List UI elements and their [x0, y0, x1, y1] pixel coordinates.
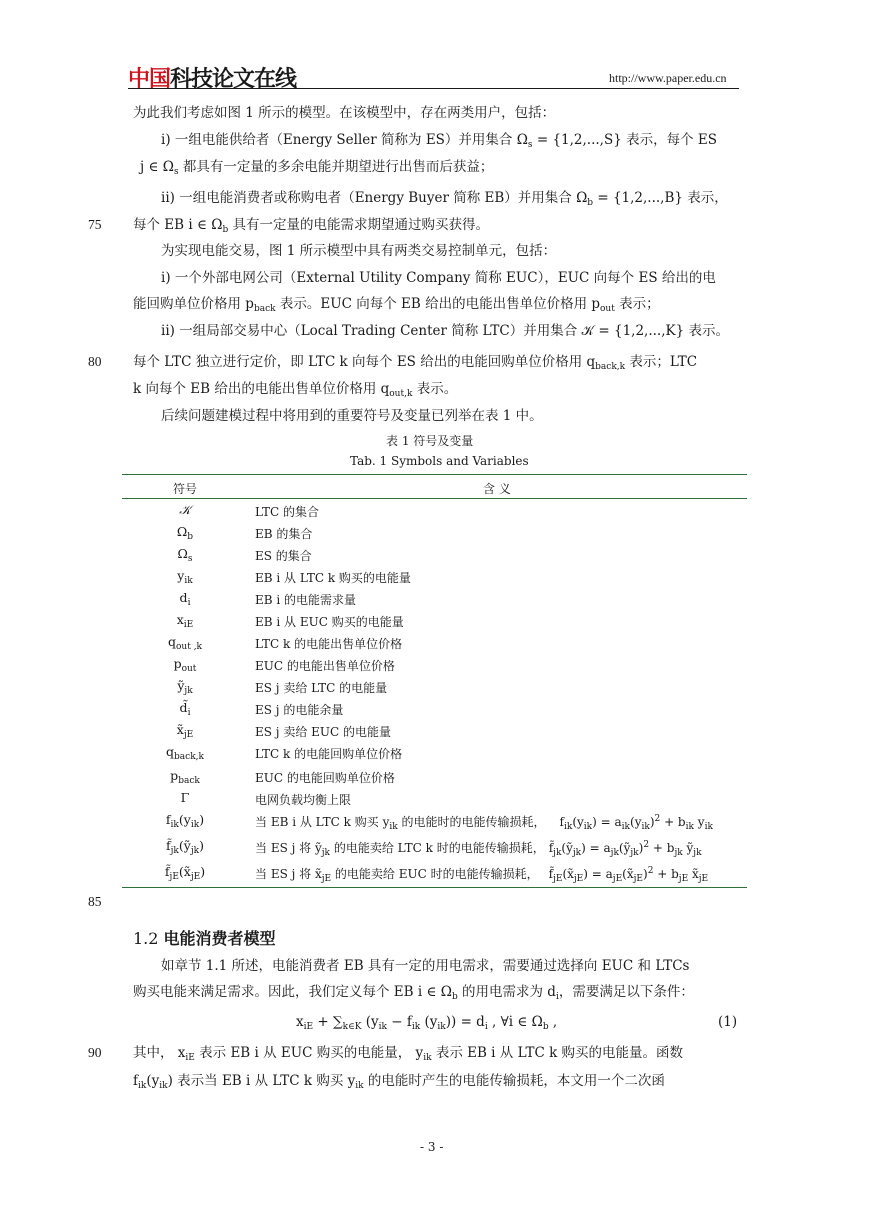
- t: ik: [704, 822, 713, 832]
- para2-item-ii-line1: ii) 一组局部交易中心（Local Trading Center 简称 LTC）并用集合 𝒦 = {1,2,...,K} 表示。: [161, 323, 729, 339]
- table-header-meaning: 含 义: [483, 482, 511, 496]
- sub: back,k: [595, 362, 626, 372]
- sub: out: [181, 664, 197, 674]
- t: (y: [178, 812, 191, 827]
- table-top-rule: [122, 474, 747, 475]
- t: 的电能时的电能传输损耗，: [397, 815, 546, 829]
- t: )) = d: [445, 1014, 485, 1030]
- meaning-cell: EUC 的电能出售单位价格: [255, 659, 395, 673]
- t: (y: [420, 1014, 438, 1030]
- sub: jE: [183, 730, 194, 740]
- sub: out: [600, 304, 615, 314]
- t: b: [542, 1022, 549, 1032]
- para3-line4: [133, 1072, 665, 1095]
- t: 其中， x: [133, 1045, 186, 1061]
- line-number-85: 85: [88, 894, 102, 909]
- sym: ỹ: [177, 678, 185, 693]
- t: (y: [630, 815, 642, 829]
- t: ): [638, 841, 644, 855]
- t: i: [555, 992, 559, 1002]
- t: (ỹ: [618, 841, 631, 855]
- para1-item-i-line1: [161, 131, 717, 154]
- t: 表示 EB i 从 LTC k 购买的电能量。函数: [431, 1045, 684, 1061]
- header-url[interactable]: http://www.paper.edu.cn: [609, 71, 727, 85]
- text: 表示；LTC: [625, 354, 698, 370]
- t: jk: [190, 846, 200, 856]
- t: jE: [573, 874, 584, 884]
- t: ): [649, 815, 655, 829]
- logo-dark-text: 科技论文在线: [170, 67, 297, 92]
- sub: back: [178, 776, 200, 786]
- text: k 向每个 EB 给出的电能出售单位价格用 q: [133, 381, 390, 397]
- t: iE: [303, 1022, 314, 1032]
- symbol-cell: [120, 790, 250, 808]
- section-heading: [133, 926, 276, 949]
- meaning-cell: EUC 的电能回购单位价格: [255, 771, 395, 785]
- sym: y: [177, 568, 185, 583]
- sym: p: [170, 768, 179, 783]
- t: jE: [553, 874, 563, 884]
- line-number-80: 80: [88, 354, 102, 369]
- t: ik: [411, 1022, 421, 1032]
- text: 能回购单位价格用 p: [133, 296, 254, 312]
- para3-line2: [133, 983, 694, 1006]
- t: jk: [572, 848, 582, 858]
- sub: ik: [184, 576, 193, 586]
- meaning-cell: LTC k 的电能回购单位价格: [255, 747, 403, 761]
- sub: out ,k: [176, 642, 203, 652]
- meaning-cell: EB 的集合: [255, 527, 313, 541]
- para3-line1: 如章节 1.1 所述，电能消费者 EB 具有一定的用电需求，需要通过选择向 EUC 和 LTCs: [161, 958, 690, 974]
- t: f: [165, 812, 171, 827]
- table-header-rule: [122, 498, 747, 499]
- t: + b: [653, 867, 679, 881]
- t: jE: [321, 874, 332, 884]
- t: f: [559, 815, 564, 829]
- meaning-cell: ES 的集合: [255, 549, 312, 563]
- t: x: [296, 1014, 304, 1030]
- t: ) = a: [581, 841, 611, 855]
- sub: i: [187, 708, 191, 718]
- sub: iE: [183, 620, 194, 630]
- para2-intro: 为实现电能交易，图 1 所示模型中具有两类交易控制单元，包括：: [161, 243, 557, 259]
- sym: d: [179, 590, 188, 605]
- t: ik: [685, 822, 694, 832]
- sub: s: [527, 140, 533, 150]
- t: ，需要满足以下条件：: [558, 984, 694, 1000]
- t: jE: [169, 872, 179, 882]
- para2-item-ii-line3: [133, 380, 457, 403]
- text: = {1,2,...,B} 表示，: [593, 190, 728, 206]
- t: (y: [146, 1073, 160, 1089]
- t: ): [199, 838, 204, 853]
- t: 当 ES j 将 ỹ: [255, 841, 322, 855]
- para3-line3: [133, 1044, 683, 1067]
- para2-item-ii-line2: [133, 353, 697, 376]
- t: 购买电能来满足需求。因此，我们定义每个 EB i ∈ Ω: [133, 984, 452, 1000]
- symbol-cell: [120, 524, 250, 542]
- text: j ∈ Ω: [140, 159, 174, 175]
- sub: s: [173, 167, 179, 177]
- meaning-cell: EB i 从 LTC k 购买的电能量: [255, 571, 411, 585]
- t: 的电能卖给 LTC k 时的电能传输损耗，: [330, 841, 545, 855]
- t: jk: [553, 848, 562, 858]
- t: jk: [630, 848, 639, 858]
- t: x̃: [688, 867, 699, 881]
- t: ik: [563, 822, 573, 832]
- t: (y: [572, 815, 584, 829]
- meaning-cell: ES j 卖给 EUC 的电能量: [255, 725, 392, 739]
- sub: b: [587, 198, 594, 208]
- t: − f: [386, 1014, 412, 1030]
- symbol-cell: [120, 590, 250, 608]
- t: ik: [641, 822, 650, 832]
- t: 2: [643, 840, 650, 850]
- t: f̃: [164, 864, 170, 879]
- sym: Γ: [180, 790, 190, 805]
- symbol-cell: [120, 546, 250, 564]
- text: i) 一组电能供给者（Energy Seller 简称为 ES）并用集合 Ω: [161, 132, 528, 148]
- t: + ∑: [313, 1014, 343, 1030]
- symbol-cell: [120, 700, 250, 718]
- loss-formula: [548, 866, 709, 884]
- text: = {1,2,...,S} 表示，每个 ES: [532, 132, 717, 148]
- t: 的电能时产生的电能传输损耗，本文用一个二次函: [363, 1073, 665, 1089]
- table-caption-en: Tab. 1 Symbols and Variables: [350, 454, 529, 468]
- symbol-cell: [120, 568, 250, 586]
- t: 的电能卖给 EUC 时的电能传输损耗，: [331, 867, 539, 881]
- meaning-cell: 电网负载均衡上限: [255, 793, 352, 807]
- header-rule: [128, 88, 739, 89]
- t: ik: [423, 1053, 432, 1063]
- t: ) 表示当 EB i 从 LTC k 购买 y: [167, 1073, 356, 1089]
- t: (x̃: [562, 867, 574, 881]
- equation-1: [296, 1013, 557, 1036]
- meaning-cell: ES j 的电能余量: [255, 703, 344, 717]
- sym: Ω: [177, 546, 188, 561]
- para1-item-ii-line2: [133, 216, 489, 239]
- t: (y: [361, 1014, 379, 1030]
- symbol-cell: [120, 744, 250, 762]
- t: jE: [612, 874, 623, 884]
- t: + b: [649, 841, 675, 855]
- symbol-cell: [120, 812, 250, 830]
- sub: jk: [184, 686, 193, 696]
- sym: q: [166, 744, 175, 759]
- meaning-cell: [255, 813, 713, 832]
- t: ): [199, 812, 205, 827]
- para2-item-i-line2: [133, 295, 660, 318]
- text: 具有一定量的电能需求期望通过购买获得。: [228, 217, 490, 233]
- t: (ỹ: [178, 838, 191, 853]
- meaning-cell: [255, 839, 702, 858]
- t: jE: [698, 874, 709, 884]
- loss-formula: [548, 840, 702, 858]
- sym: p: [173, 656, 182, 671]
- sym: q: [167, 634, 176, 649]
- text: 表示。: [412, 381, 458, 397]
- meaning-cell: EB i 的电能需求量: [255, 593, 357, 607]
- t: jk: [170, 846, 179, 856]
- t: i: [484, 1022, 488, 1032]
- t: ik: [159, 1081, 168, 1091]
- para1-intro: 为此我们考虑如图 1 所示的模型。在该模型中，存在两类用户，包括：: [133, 105, 556, 121]
- t: ik: [190, 820, 200, 830]
- logo-red-text: 中国: [128, 67, 171, 92]
- text: 都具有一定量的多余电能并期望进行出售而后获益；: [178, 159, 494, 175]
- t: y: [693, 815, 705, 829]
- t: + b: [660, 815, 686, 829]
- symbol-cell: [120, 864, 250, 882]
- t: ) = a: [592, 815, 622, 829]
- sym: x̃: [176, 722, 184, 737]
- t: jE: [633, 874, 643, 884]
- t: ik: [378, 1022, 387, 1032]
- text: 表示；: [614, 296, 660, 312]
- equation-number: (1): [718, 1014, 738, 1030]
- t: ik: [170, 820, 179, 830]
- t: k∈K: [342, 1022, 362, 1032]
- sub: b: [222, 225, 229, 235]
- symbol-cell: [120, 502, 250, 520]
- line-number-90: 90: [88, 1045, 102, 1060]
- symbol-cell: [120, 768, 250, 786]
- sym: x: [176, 612, 184, 627]
- t: f̃: [548, 841, 554, 855]
- meaning-cell: LTC 的集合: [255, 505, 319, 519]
- symbol-cell: [120, 656, 250, 674]
- t: ik: [389, 822, 398, 832]
- t: ): [200, 864, 206, 879]
- sub: i: [187, 598, 191, 608]
- sym: 𝒦: [179, 502, 191, 517]
- para1-item-ii-line1: [161, 189, 728, 212]
- sub: back: [253, 304, 276, 314]
- symbol-cell: [120, 634, 250, 652]
- t: jk: [674, 848, 683, 858]
- t: jE: [678, 874, 689, 884]
- symbol-cell: [120, 722, 250, 740]
- t: ik: [583, 822, 593, 832]
- sub: s: [187, 554, 193, 564]
- meaning-cell: EB i 从 EUC 购买的电能量: [255, 615, 404, 629]
- t: 的用电需求为 d: [457, 984, 556, 1000]
- t: iE: [185, 1053, 195, 1063]
- t: 表示 EB i 从 EUC 购买的电能量， y: [194, 1045, 424, 1061]
- sub: b: [187, 532, 194, 542]
- t: f̃: [166, 838, 171, 853]
- text: 每个 EB i ∈ Ω: [133, 217, 223, 233]
- t: , ∀i ∈ Ω: [487, 1014, 543, 1030]
- t: jk: [321, 848, 330, 858]
- t: 2: [647, 866, 654, 876]
- sub: back,k: [174, 752, 204, 762]
- t: 2: [654, 814, 661, 824]
- t: (ỹ: [561, 841, 573, 855]
- text: ii) 一组电能消费者或称购电者（Energy Buyer 简称 EB）并用集合 Ω: [161, 190, 588, 206]
- t: jk: [610, 848, 619, 858]
- t: (x̃: [622, 867, 634, 881]
- text: 表示。EUC 向每个 EB 给出的电能出售单位价格用 p: [275, 296, 600, 312]
- para2-item-i-line1: i) 一个外部电网公司（External Utility Company 简称 EUC），EUC 向每个 ES 给出的电: [161, 270, 716, 286]
- section-number: 1.2: [133, 929, 159, 948]
- table-header-symbol: 符号: [173, 482, 198, 496]
- t: ỹ: [682, 841, 694, 855]
- t: ): [643, 867, 648, 881]
- t: ik: [355, 1081, 364, 1091]
- t: b: [451, 992, 458, 1002]
- meaning-cell: LTC k 的电能出售单位价格: [255, 637, 403, 651]
- t: ) = a: [583, 867, 613, 881]
- t: 当 ES j 将 x̃: [255, 867, 322, 881]
- t: ik: [138, 1081, 147, 1091]
- meaning-cell: [255, 865, 708, 884]
- sym: Ω: [176, 524, 188, 539]
- page-number: - 3 -: [420, 1140, 444, 1154]
- t: ,: [548, 1014, 558, 1030]
- t: ik: [621, 822, 631, 832]
- sub: out,k: [389, 389, 413, 399]
- sym: d̃: [179, 700, 188, 715]
- para1-item-i-line2: [140, 158, 493, 181]
- symbol-cell: [120, 678, 250, 696]
- loss-formula: [559, 814, 713, 832]
- t: jk: [693, 848, 702, 858]
- line-number-75: 75: [88, 217, 102, 232]
- table-caption-cn: 表 1 符号及变量: [386, 434, 474, 448]
- text: 每个 LTC 独立进行定价，即 LTC k 向每个 ES 给出的电能回购单位价格用 q: [133, 354, 596, 370]
- symbol-cell: [120, 838, 250, 856]
- t: ik: [437, 1022, 446, 1032]
- para2-closing: 后续问题建模过程中将用到的重要符号及变量已列举在表 1 中。: [161, 408, 543, 424]
- symbol-cell: [120, 612, 250, 630]
- t: 当 EB i 从 LTC k 购买 y: [255, 815, 390, 829]
- meaning-cell: ES j 卖给 LTC 的电能量: [255, 681, 388, 695]
- t: f: [133, 1073, 138, 1089]
- table-bottom-rule: [122, 887, 747, 888]
- section-title: 电能消费者模型: [163, 929, 276, 948]
- t: f̃: [548, 867, 554, 881]
- t: (x̃: [178, 864, 191, 879]
- t: jE: [190, 872, 201, 882]
